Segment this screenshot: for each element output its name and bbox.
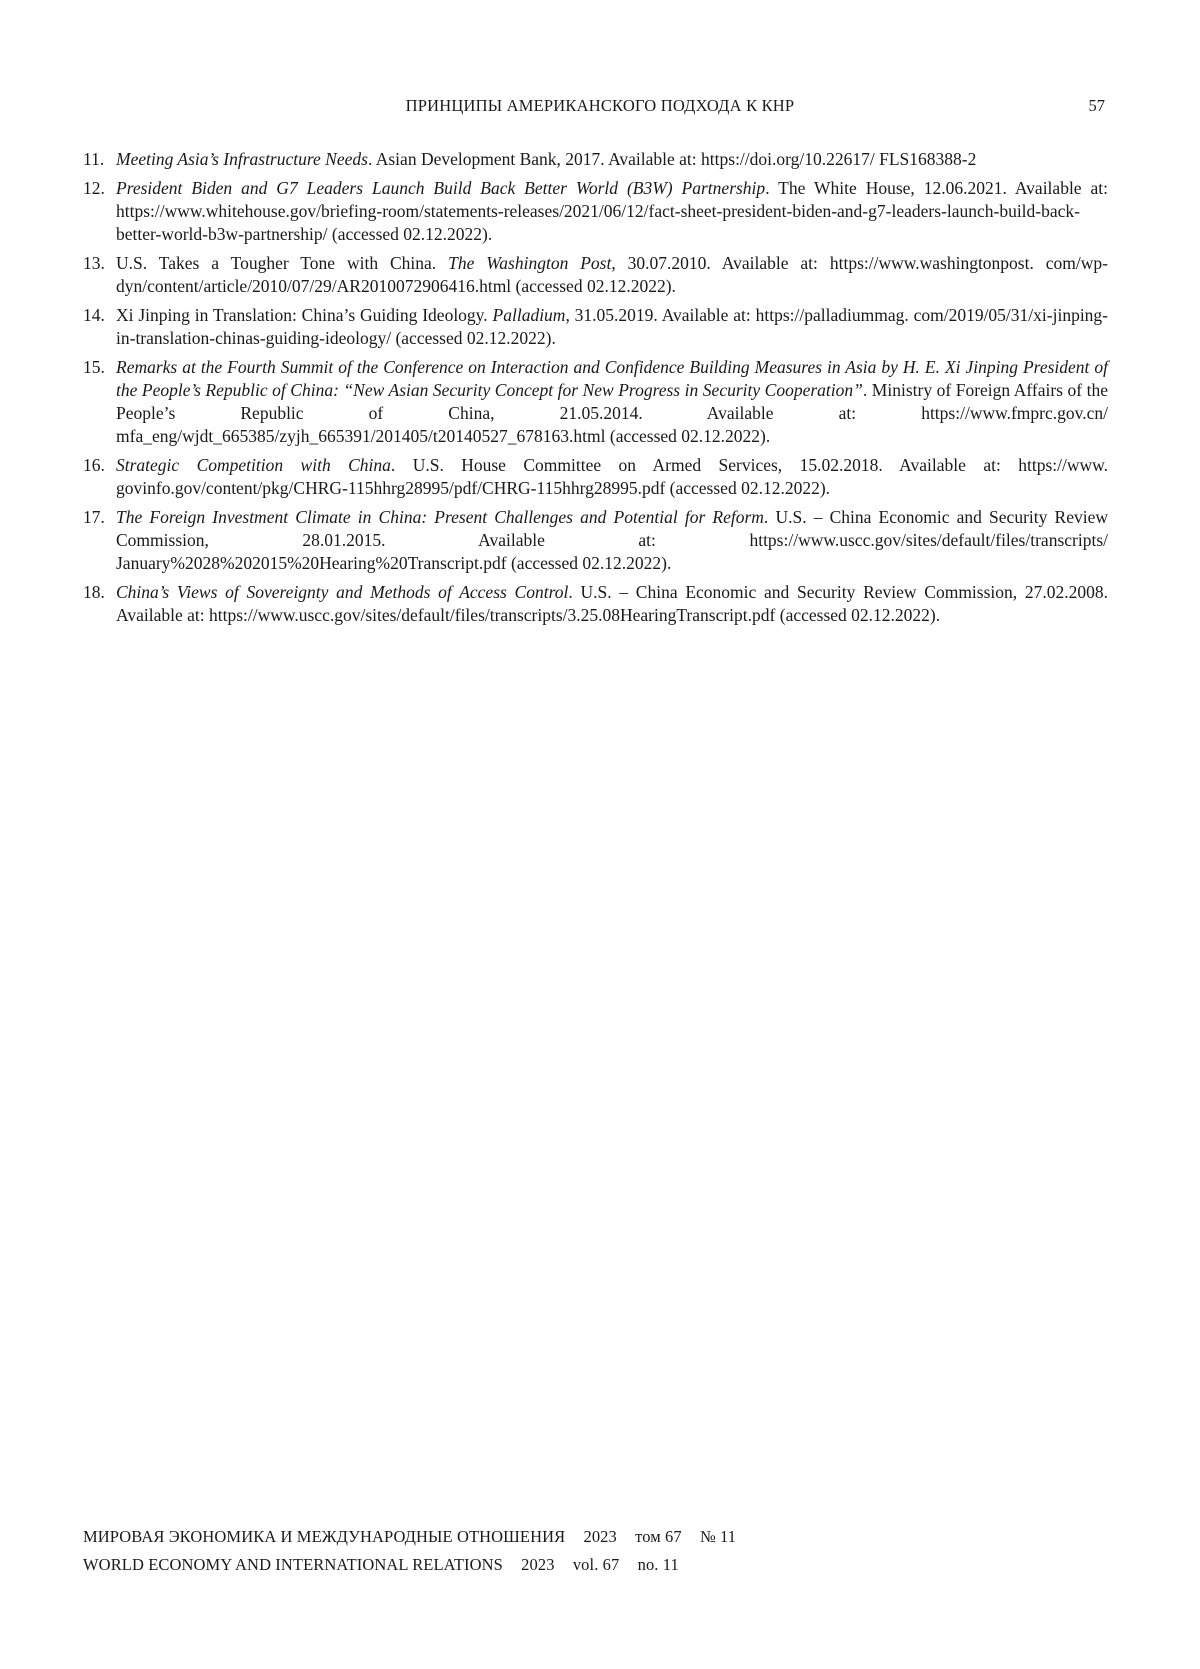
reference-source: Palladium (492, 305, 566, 325)
reference-details: . Asian Development Bank, 2017. Available at: https://doi.org/10.22617/ FLS168388-2 (367, 149, 977, 169)
reference-number: 12. (83, 178, 105, 198)
reference-item (83, 356, 1108, 448)
journal-year-en: 2023 (521, 1555, 555, 1574)
reference-title: The Foreign Investment Climate in China: Present Challenges and Potential for Reform (116, 507, 764, 527)
reference-title: Remarks at the Fourth Summit of the Conference on Interaction and Confidence Building Measures in Asia by H. E. Xi Jinping President of the People’s Republic of China: “New Asian Security Concept for New Progress in Security Cooperation” (116, 357, 1108, 400)
reference-title: Strategic Competition with China (116, 455, 391, 475)
page-number: 57 (1088, 96, 1105, 115)
journal-issue-ru: № 11 (699, 1527, 737, 1546)
reference-lead: U.S. Takes a Tougher Tone with China. (116, 253, 449, 273)
reference-title: President Biden and G7 Leaders Launch Build Back Better World (B3W) Partnership (116, 178, 766, 198)
reference-list (83, 148, 1108, 633)
reference-item (83, 177, 1108, 246)
reference-number: 11. (83, 149, 105, 169)
reference-number: 17. (83, 507, 105, 527)
reference-details: . U.S. House Committee on Armed Services, 15.02.2018. Available at: https://www. govinfo.gov/content/pkg/CHRG-115hhrg28995/pdf/CHRG-115hhrg28995.pdf (accessed 02.12.2022). (116, 455, 1109, 498)
reference-title: China’s Views of Sovereignty and Methods of Access Control (116, 582, 569, 602)
journal-volume-en: vol. 67 (572, 1555, 620, 1574)
reference-number: 14. (83, 305, 105, 325)
reference-details: . U.S. – China Economic and Security Review Commission, 27.02.2008. Available at: https://www.uscc.gov/sites/default/files/transcripts/3.25.08HearingTranscript.pdf (accessed 02.12.2022). (116, 582, 1109, 625)
reference-item (83, 148, 1108, 171)
reference-title: Meeting Asia’s Infrastructure Needs (116, 149, 368, 169)
reference-item (83, 252, 1108, 298)
reference-item (83, 506, 1108, 575)
reference-details: , 31.05.2019. Available at: https://palladiummag. com/2019/05/31/xi-jinping-in-translation-chinas-guiding-ideology/ (accessed 02.12.2022). (116, 305, 1109, 348)
journal-year-ru: 2023 (583, 1527, 617, 1546)
journal-footer (83, 1523, 736, 1579)
reference-lead: Xi Jinping in Translation: China’s Guiding Ideology. (116, 305, 493, 325)
reference-details: , 30.07.2010. Available at: https://www.washingtonpost. com/wp-dyn/content/article/2010/07/29/AR2010072906416.html (accessed 02.12.2022). (116, 253, 1108, 296)
footer-line-en (83, 1551, 736, 1579)
journal-name-en: WORLD ECONOMY AND INTERNATIONAL RELATIONS (83, 1555, 503, 1574)
journal-issue-en: no. 11 (637, 1555, 679, 1574)
reference-number: 16. (83, 455, 105, 475)
running-title: ПРИНЦИПЫ АМЕРИКАНСКОГО ПОДХОДА К КНР (405, 96, 795, 115)
footer-line-ru (83, 1523, 736, 1551)
reference-details: . The White House, 12.06.2021. Available at: https://www.whitehouse.gov/briefing-room/statements-releases/2021/06/12/fact-sheet-president-biden-and-g7-leaders-launch-build-back-better-world-b3w-partnership/ (accessed 02.12.2022). (116, 178, 1109, 244)
reference-number: 18. (83, 582, 105, 602)
running-header (0, 96, 1200, 120)
journal-volume-ru: том 67 (635, 1527, 682, 1546)
reference-item (83, 304, 1108, 350)
reference-source: The Washington Post (448, 253, 612, 273)
reference-item (83, 454, 1108, 500)
reference-details: . Ministry of Foreign Affairs of the People’s Republic of China, 21.05.2014. Available at: https://www.fmprc.gov.cn/ mfa_eng/wjdt_665385/zyjh_665391/201405/t20140527_678163.html (accessed 02.12.2022). (116, 380, 1109, 446)
reference-number: 13. (83, 253, 105, 273)
reference-number: 15. (83, 357, 105, 377)
journal-name-ru: МИРОВАЯ ЭКОНОМИКА И МЕЖДУНАРОДНЫЕ ОТНОШЕНИЯ (83, 1527, 566, 1546)
reference-details: . U.S. – China Economic and Security Review Commission, 28.01.2015. Available at: https://www.uscc.gov/sites/default/files/transcripts/ January%2028%202015%20Hearing%20Transcript.pdf (accessed 02.12.2022). (116, 507, 1108, 573)
reference-item (83, 581, 1108, 627)
